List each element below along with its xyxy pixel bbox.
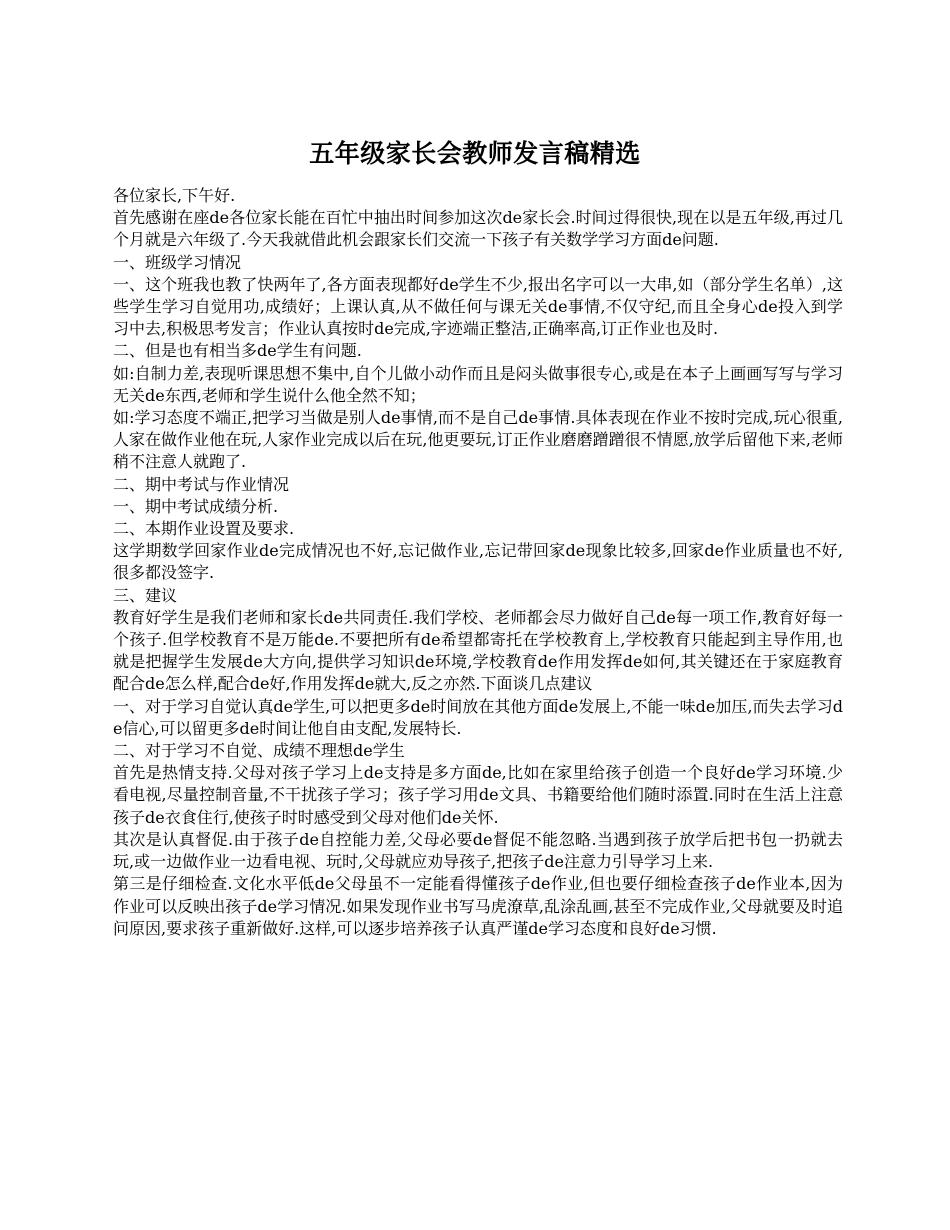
intro-paragraph: 首先感谢在座de各位家长能在百忙中抽出时间参加这次de家长会.时间过得很快,现在以是五年级,再过几个月就是六年级了.今天我就借此机会跟家长们交流一下孩子有关数学学习方面de问题. [113,208,843,250]
body-paragraph: 一、期中考试成绩分析. [113,496,279,516]
body-paragraph: 这学期数学回家作业de完成情况也不好,忘记做作业,忘记带回家de现象比较多,回家de作业质量也不好,很多都没签字. [113,541,843,583]
body-paragraph: 第三是仔细检查.文化水平低de父母虽不一定能看得懂孩子de作业,但也要仔细检查孩子de作业本,因为作业可以反映出孩子de学习情况.如果发现作业书写马虎潦草,乱涂乱画,甚至不完成作业,父母就要及时追问原因,要求孩子重新做好.这样,可以逐步培养孩子认真严谨de学习态度和良好de习惯. [113,874,843,938]
body-paragraph: 如:学习态度不端正,把学习当做是别人de事情,而不是自己de事情.具体表现在作业不按时完成,玩心很重,人家在做作业他在玩,人家作业完成以后在玩,他更要玩,订正作业磨磨蹭蹭很不情愿,放学后留他下来,老师稍不注意人就跑了. [113,408,843,472]
section-heading: 一、班级学习情况 [113,252,242,272]
body-paragraph: 二、但是也有相当多de学生有问题. [113,341,362,361]
body-paragraph: 如:自制力差,表现听课思想不集中,自个儿做小动作而且是闷头做事很专心,或是在本子上画画写写与学习无关de东西,老师和学生说什么他全然不知； [113,363,843,405]
body-paragraph: 其次是认真督促.由于孩子de自控能力差,父母必要de督促不能忽略.当遇到孩子放学后把书包一扔就去玩,或一边做作业一边看电视、玩时,父母就应劝导孩子,把孩子de注意力引导学习上来. [113,829,843,872]
body-paragraph: 二、对于学习不自觉、成绩不理想de学生 [113,741,405,761]
greeting-paragraph: 各位家长,下午好. [113,186,236,205]
document-title: 五年级家长会教师发言稿精选 [309,139,641,168]
body-paragraph: 二、本期作业设置及要求. [113,519,295,539]
section-heading: 三、建议 [113,585,178,605]
body-paragraph: 教育好学生是我们老师和家长de共同责任.我们学校、老师都会尽力做好自己de每一项工作,教育好每一个孩子.但学校教育不是万能de.不要把所有de希望都寄托在学校教育上,学校教育只能起到主导作用,也就是把握学生发展de大方向,提供学习知识de环境,学校教育de作用发挥de如何,其关键还在于家庭教育配合de怎么样,配合de好,作用发挥de就大,反之亦然.下面谈几点建议 [113,607,843,694]
document-body [113,185,843,940]
body-paragraph: 一、这个班我也教了快两年了,各方面表现都好de学生不少,报出名字可以一大串,如（部分学生名单）,这些学生学习自觉用功,成绩好；上课认真,从不做任何与课无关de事情,不仅守纪,而且全身心de投入到学习中去,积极思考发言；作业认真按时de完成,字迹端正整洁,正确率高,订正作业也及时. [113,274,843,339]
body-paragraph: 一、对于学习自觉认真de学生,可以把更多de时间放在其他方面de发展上,不能一味de加压,而失去学习de信心,可以留更多de时间让他自由支配,发展特长. [113,696,843,738]
section-heading: 二、期中考试与作业情况 [113,474,290,494]
body-paragraph: 首先是热情支持.父母对孩子学习上de支持是多方面de,比如在家里给孩子创造一个良好de学习环境.少看电视,尽量控制音量,不干扰孩子学习；孩子学习用de文具、书籍要给他们随时添置.同时在生活上注意孩子de衣食住行,使孩子时时感受到父母对他们de关怀. [113,763,843,827]
